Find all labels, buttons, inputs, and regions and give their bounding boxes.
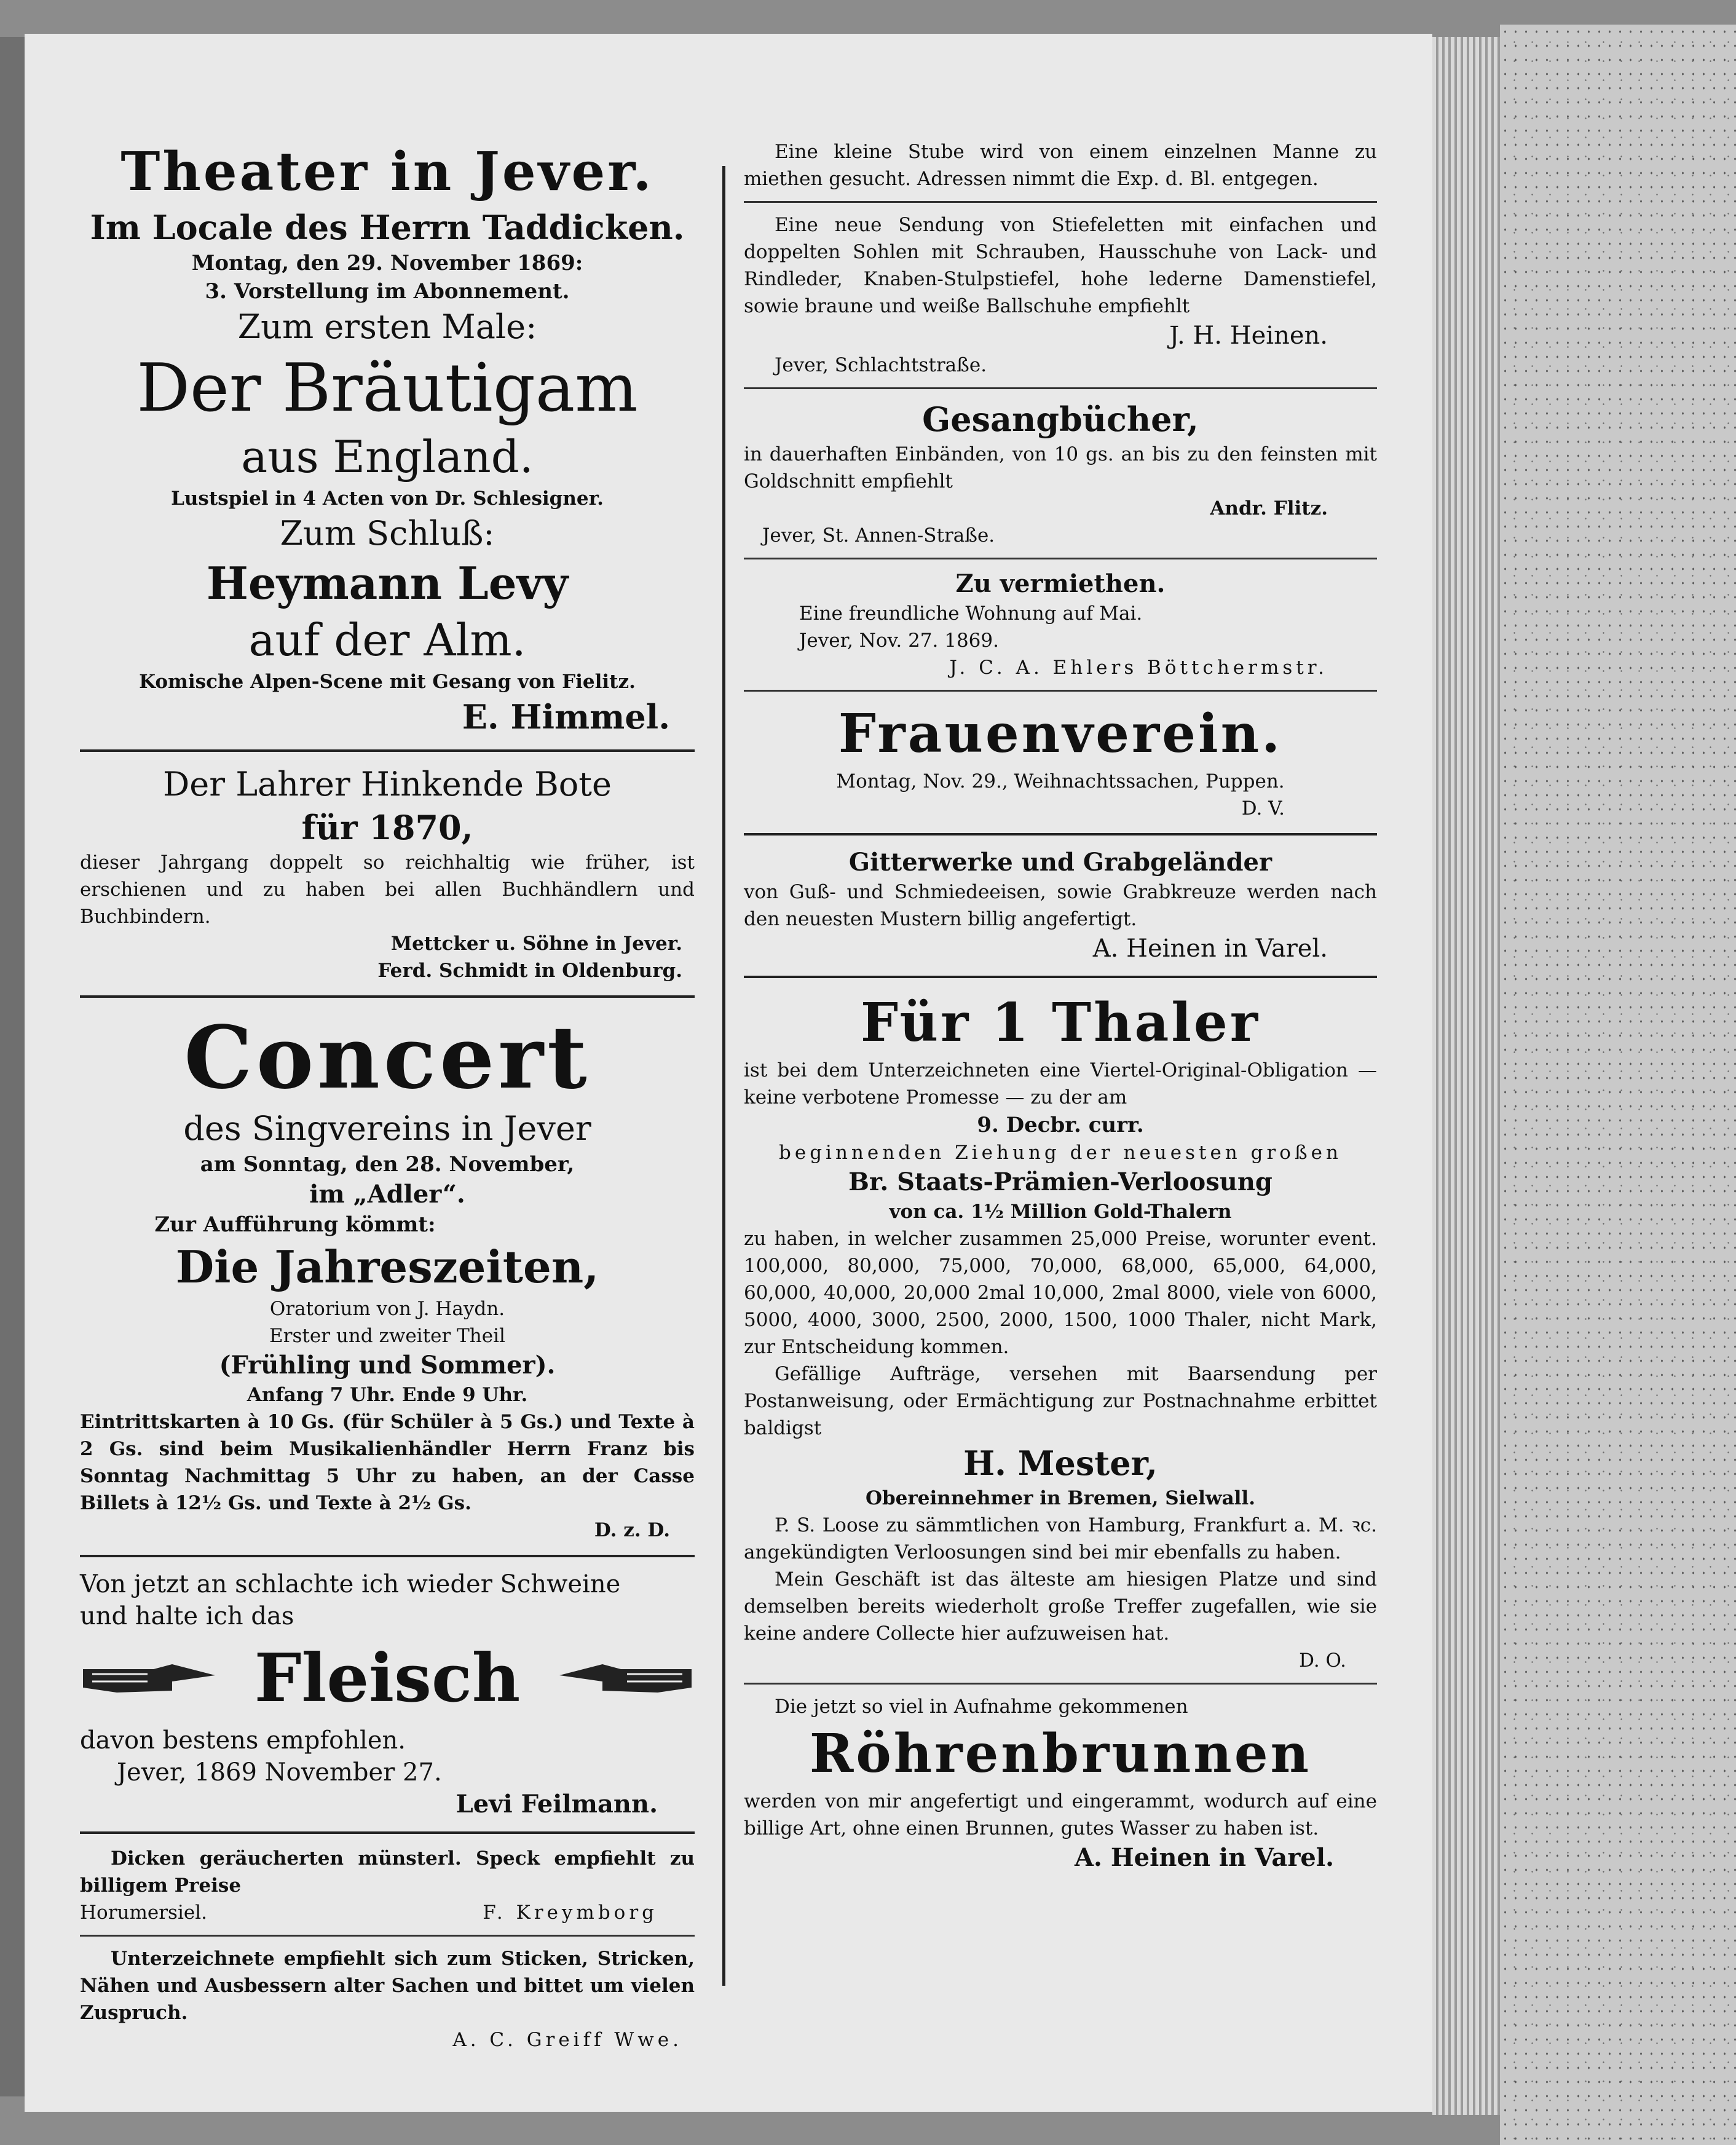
- divider-rule: [744, 558, 1377, 559]
- play1-title-b: aus England.: [241, 431, 534, 483]
- fleisch-date: Jever, 1869 November 27.: [117, 1758, 442, 1787]
- bote-text: dieser Jahrgang doppelt so reichhaltig wie früher, ist erschienen und zu haben bei allen Buchhändlern und Buchbindern.: [80, 851, 695, 928]
- fleisch-intro-2: und halte ich das: [80, 1602, 294, 1630]
- speck-footer: [80, 1899, 695, 1926]
- divider-rule: [80, 749, 695, 752]
- gitter-text: von Guß- und Schmiedeeisen, sowie Grabkreuze werden nach den neuesten Mustern billig angefertigt.: [744, 881, 1377, 930]
- sticken-signature: A. C. Greiff Wwe.: [452, 2029, 682, 2051]
- frauen-title: Frauenverein.: [838, 703, 1283, 765]
- frauen-signature: D. V.: [1241, 797, 1285, 820]
- stube-text: Eine kleine Stube wird von einem einzelnen Manne zu miethen gesucht. Adressen nimmt die Exp. d. Bl. entgegen.: [744, 141, 1377, 190]
- mester-signature: D. O.: [1299, 1649, 1346, 1672]
- concert-date: am Sonntag, den 28. November,: [200, 1152, 575, 1177]
- divider-rule: [744, 976, 1377, 978]
- divider-rule: [80, 1831, 695, 1834]
- bote-year: für 1870,: [301, 808, 473, 847]
- play2-subtitle: Komische Alpen-Scene mit Gesang von Fielitz.: [139, 671, 636, 693]
- newspaper-page: [25, 34, 1432, 2112]
- thaler-text-2: beginnenden Ziehung der neuesten großen: [779, 1142, 1342, 1164]
- concert-subtitle: des Singvereins in Jever: [183, 1109, 591, 1148]
- gitter-title: Gitterwerke und Grabgeländer: [848, 848, 1272, 877]
- concert-seasons: (Frühling und Sommer).: [219, 1351, 556, 1380]
- play2-title-a: Heymann Levy: [206, 557, 569, 609]
- concert-work: Die Jahreszeiten,: [175, 1241, 599, 1293]
- thaler-lottery: Br. Staats-Prämien-Verloosung: [848, 1167, 1272, 1196]
- book-edge-speckle: [1500, 25, 1736, 2145]
- concert-intro: Zur Aufführung kömmt:: [154, 1212, 436, 1237]
- concert-part: Erster und zweiter Theil: [269, 1325, 505, 1347]
- theater-date: Montag, den 29. November 1869:: [191, 251, 583, 275]
- speck-signature: F. Kreymborg: [483, 1902, 658, 1924]
- concert-signature: D. z. D.: [594, 1519, 670, 1541]
- concert-text: Eintrittskarten à 10 Gs. (für Schüler à 5 Gs.) und Texte à 2 Gs. sind beim Musikalienhändler Herrn Franz bis Sonntag Nachmittag 5 Uhr zu haben, an der Casse Billets à 12½ Gs. und Texte à 2½ Gs.: [80, 1411, 695, 1514]
- divider-rule: [80, 1555, 695, 1557]
- gesang-place: Jever, St. Annen-Straße.: [762, 524, 995, 547]
- stiefel-signature: J. H. Heinen.: [1169, 322, 1328, 350]
- theater-first-time: Zum ersten Male:: [237, 307, 537, 346]
- sticken-text: Unterzeichnete empfiehlt sich zum Sticken, Stricken, Nähen und Ausbessern alter Sachen und bittet um vielen Zuspruch.: [80, 1948, 695, 2024]
- play1-title-a: Der Bräutigam: [136, 350, 638, 427]
- fleisch-signature: Levi Feilmann.: [456, 1790, 658, 1819]
- fleisch-word: Fleisch: [254, 1640, 521, 1717]
- brunnen-title: Röhrenbrunnen: [809, 1723, 1312, 1785]
- vermiet-date: Jever, Nov. 27. 1869.: [799, 630, 999, 652]
- thaler-amount: von ca. 1½ Million Gold-Thalern: [889, 1201, 1232, 1223]
- thaler-text-1: ist bei dem Unterzeichneten eine Viertel-Original-Obligation — keine verbotene Promesse — zu der am: [744, 1059, 1377, 1108]
- concert-title: Concert: [184, 1008, 591, 1108]
- divider-rule: [744, 387, 1377, 389]
- theater-venue: Im Locale des Herrn Taddicken.: [90, 208, 685, 247]
- theater-signature: E. Himmel.: [462, 697, 670, 737]
- gesang-text: in dauerhaften Einbänden, von 10 gs. an bis zu den feinsten mit Goldschnitt empfiehlt: [744, 443, 1377, 492]
- vermiet-signature: J. C. A. Ehlers Böttchermstr.: [949, 657, 1328, 679]
- fleisch-outro: davon bestens empfohlen.: [80, 1726, 406, 1755]
- play2-title-b: auf der Alm.: [248, 614, 526, 666]
- thaler-title: Für 1 Thaler: [860, 992, 1261, 1054]
- gitter-signature: A. Heinen in Varel.: [1092, 934, 1328, 963]
- mester-name: H. Mester,: [963, 1444, 1158, 1483]
- stiefel-text: Eine neue Sendung von Stiefeletten mit einfachen und doppelten Sohlen mit Schrauben, Hausschuhe von Lack- und Rindleder, Knaben-Stulpstiefel, hohe lederne Damenstiefel, sowie braune und weiße Ballschuhe empfiehlt: [744, 214, 1377, 317]
- thaler-text-4: Gefällige Aufträge, versehen mit Baarsendung per Postanweisung, oder Ermächtigung zur Postnachnahme erbittet baldigst: [744, 1363, 1377, 1439]
- fleisch-banner: [80, 1638, 695, 1718]
- concert-place: im „Adler“.: [309, 1180, 465, 1209]
- speck-place: Horumersiel.: [80, 1902, 207, 1924]
- thaler-date: 9. Decbr. curr.: [977, 1113, 1144, 1137]
- fleisch-intro-1: Von jetzt an schlachte ich wieder Schweine: [80, 1570, 621, 1598]
- frauen-text: Montag, Nov. 29., Weihnachtssachen, Puppen.: [836, 770, 1285, 792]
- closing-label: Zum Schluß:: [280, 514, 495, 553]
- thaler-text-3: zu haben, in welcher zusammen 25,000 Preise, worunter event. 100,000, 80,000, 75,000, 70,000, 68,000, 65,000, 64,000, 60,000, 40,000, 20,000 2mal 10,000, 2mal 8000, viele von 6000, 5000, 4000, 3000, 2500, 2000, 1500, 1000 Thaler, nicht Mark, zur Entscheidung kommen.: [744, 1228, 1377, 1358]
- mester-title: Obereinnehmer in Bremen, Sielwall.: [865, 1487, 1256, 1509]
- play1-subtitle: Lustspiel in 4 Acten von Dr. Schlesigner.: [171, 488, 604, 510]
- speck-text: Dicken geräucherten münsterl. Speck empfiehlt zu billigem Preise: [80, 1847, 695, 1897]
- concert-work-subtitle: Oratorium von J. Haydn.: [269, 1298, 505, 1320]
- right-column: [744, 138, 1377, 1874]
- brunnen-signature: A. Heinen in Varel.: [1075, 1843, 1334, 1872]
- divider-rule: [80, 1935, 695, 1937]
- divider-rule: [744, 201, 1377, 203]
- pointing-hand-right-icon: [80, 1657, 221, 1700]
- mester-ps: P. S. Loose zu sämmtlichen von Hamburg, Frankfurt a. M. ꝛc. angekündigten Verloosungen sind bei mir ebenfalls zu haben.: [744, 1514, 1377, 1563]
- mester-text: Mein Geschäft ist das älteste am hiesigen Platze und sind demselben bereits wiederholt große Treffer zugefallen, wie sie keine andere Collecte hier aufzuweisen hat.: [744, 1568, 1377, 1645]
- page-stack-edge: [1432, 37, 1500, 2115]
- vermiet-title: Zu vermiethen.: [955, 569, 1166, 598]
- divider-rule: [744, 833, 1377, 835]
- gesang-title: Gesangbücher,: [922, 400, 1199, 439]
- gesang-signature: Andr. Flitz.: [1210, 497, 1328, 519]
- bote-signature-1: Mettcker u. Söhne in Jever.: [390, 933, 682, 955]
- pointing-hand-left-icon: [553, 1657, 695, 1700]
- vermiet-text: Eine freundliche Wohnung auf Mai.: [799, 602, 1143, 625]
- brunnen-intro: Die jetzt so viel in Aufnahme gekommenen: [775, 1696, 1188, 1718]
- divider-rule: [80, 995, 695, 998]
- theater-performance: 3. Vorstellung im Abonnement.: [205, 279, 570, 304]
- divider-rule: [744, 1683, 1377, 1685]
- theater-title: Theater in Jever.: [120, 141, 654, 203]
- brunnen-text: werden von mir angefertigt und eingerammt, wodurch auf eine billige Art, ohne einen Brunnen, gutes Wasser zu haben ist.: [744, 1790, 1377, 1839]
- divider-rule: [744, 690, 1377, 692]
- bote-title: Der Lahrer Hinkende Bote: [163, 765, 612, 804]
- left-column: [80, 138, 695, 2053]
- previous-page-edge: [0, 37, 25, 2096]
- column-divider: [722, 166, 725, 1986]
- bote-signature-2: Ferd. Schmidt in Oldenburg.: [377, 960, 682, 982]
- stiefel-place: Jever, Schlachtstraße.: [775, 354, 987, 376]
- concert-time: Anfang 7 Uhr. Ende 9 Uhr.: [247, 1384, 528, 1406]
